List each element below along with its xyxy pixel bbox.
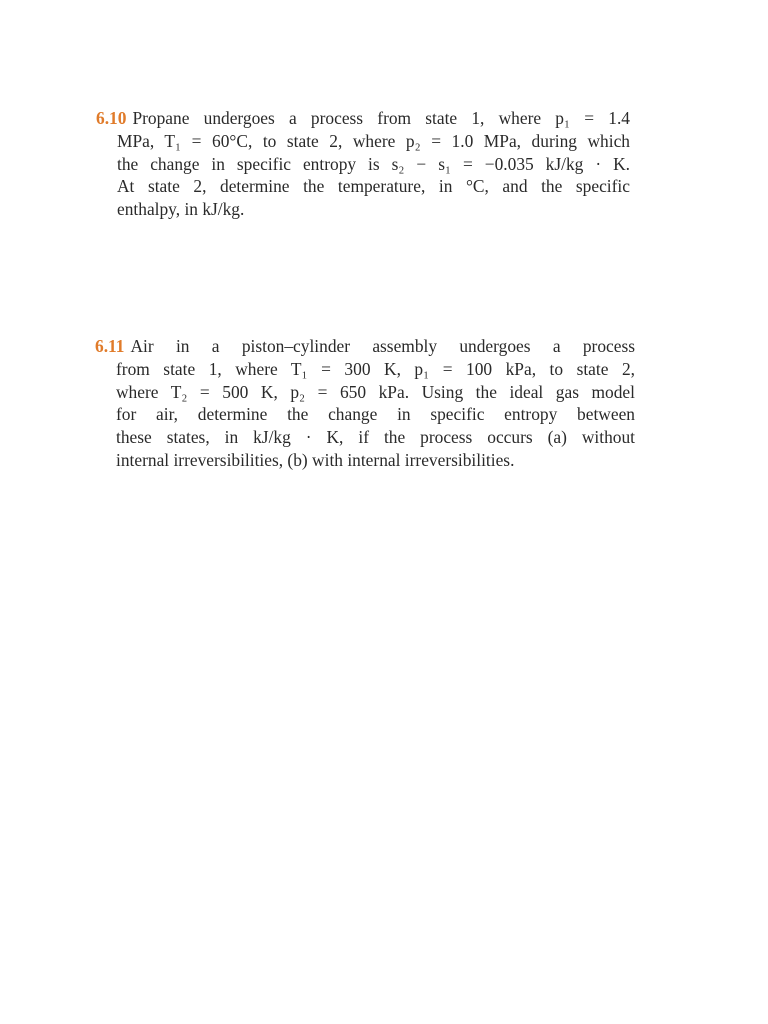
problem-6-10: [96, 107, 630, 221]
problem-number: 6.10: [96, 108, 127, 128]
problem-line: from state 1, where T₁ = 300 K, p₁ = 100 kPa, to state 2,: [116, 358, 635, 379]
problem-6-11: [95, 335, 635, 472]
problem-line: MPa, T₁ = 60°C, to state 2, where p₂ = 1.0 MPa, during which: [117, 130, 630, 151]
problem-line: enthalpy, in kJ/kg.: [117, 199, 245, 220]
problem-text: Propane undergoes a process from state 1, where p₁ = 1.4: [132, 108, 630, 128]
problem-line: for air, determine the change in specific entropy between: [116, 404, 635, 425]
problem-line: the change in specific entropy is s₂ − s₁ = −0.035 kJ/kg · K.: [117, 153, 630, 174]
problem-line: internal irreversibilities, (b) with internal irreversibilities.: [116, 449, 515, 470]
problem-line: [95, 335, 635, 358]
problem-number: 6.11: [95, 336, 125, 356]
problem-line: At state 2, determine the temperature, in °C, and the specific: [117, 176, 630, 197]
problem-line: where T₂ = 500 K, p₂ = 650 kPa. Using the ideal gas model: [116, 381, 635, 402]
problem-line: these states, in kJ/kg · K, if the process occurs (a) without: [116, 427, 635, 448]
problem-line: [96, 107, 630, 130]
problem-text: Air in a piston–cylinder assembly undergoes a process: [130, 336, 635, 356]
